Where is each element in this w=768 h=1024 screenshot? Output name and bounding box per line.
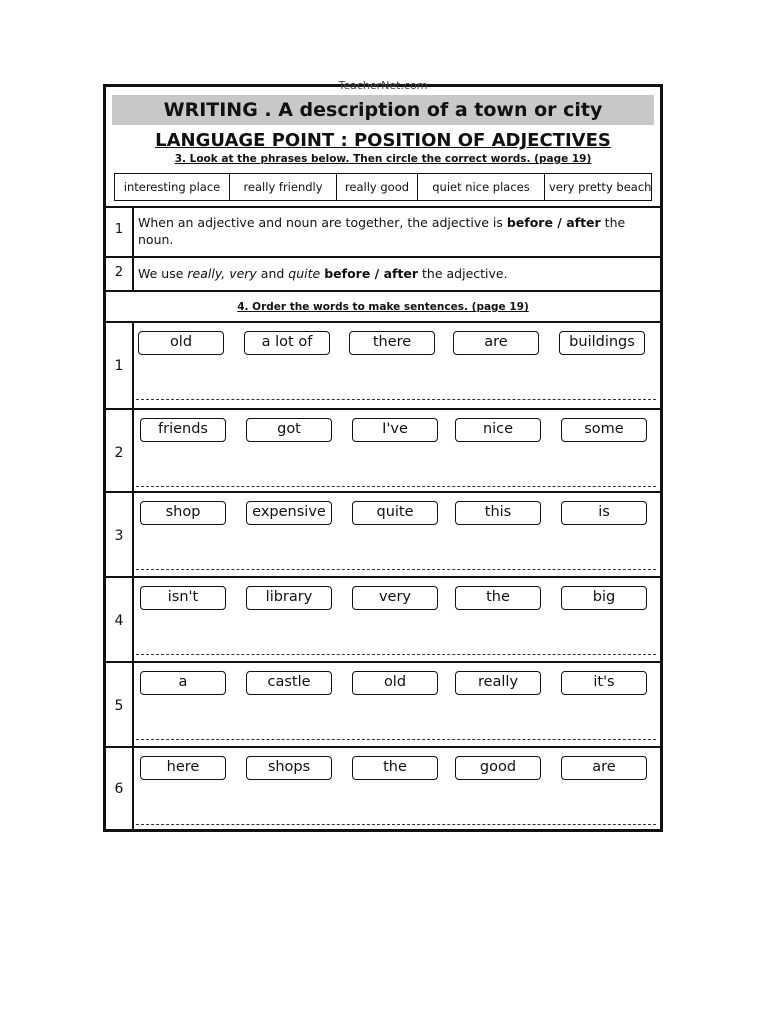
answer-line[interactable]	[136, 399, 656, 400]
question-number: 1	[114, 222, 124, 237]
phrase-item: really good	[337, 174, 418, 200]
row-number: 6	[114, 780, 124, 797]
word-card[interactable]: here	[140, 756, 226, 780]
divider	[132, 748, 134, 829]
word-card[interactable]: buildings	[559, 331, 645, 355]
choice-before-after[interactable]: before / after	[324, 266, 419, 281]
word-card[interactable]: the	[455, 586, 541, 610]
divider	[132, 663, 134, 748]
word-card[interactable]: quite	[352, 501, 438, 525]
word-card[interactable]: some	[561, 418, 647, 442]
answer-line[interactable]	[136, 824, 656, 825]
question-row	[106, 208, 660, 256]
order-row	[106, 493, 660, 578]
phrase-item: really friendly	[230, 174, 337, 200]
word-card[interactable]: very	[352, 586, 438, 610]
word-card[interactable]: there	[349, 331, 435, 355]
word-card[interactable]: really	[455, 671, 541, 695]
order-row	[106, 578, 660, 663]
divider	[132, 258, 134, 290]
word-card[interactable]: a	[140, 671, 226, 695]
word-card[interactable]: castle	[246, 671, 332, 695]
divider	[132, 208, 134, 256]
instruction-4: 4. Order the words to make sentences. (page 19)	[237, 301, 529, 313]
answer-line[interactable]	[136, 654, 656, 655]
row-number: 4	[114, 612, 124, 629]
word-card[interactable]: this	[455, 501, 541, 525]
word-card[interactable]: big	[561, 586, 647, 610]
word-card[interactable]: are	[561, 756, 647, 780]
divider	[106, 290, 660, 292]
answer-line[interactable]	[136, 739, 656, 740]
phrase-item: interesting place	[115, 174, 230, 200]
word-card[interactable]: isn't	[140, 586, 226, 610]
word-card[interactable]: good	[455, 756, 541, 780]
question-text: We use really, very and quite before / after the adjective.	[138, 266, 508, 281]
word-card[interactable]: library	[246, 586, 332, 610]
phrase-box	[114, 173, 652, 201]
word-card[interactable]: nice	[455, 418, 541, 442]
row-number: 5	[114, 697, 124, 714]
word-card[interactable]: got	[246, 418, 332, 442]
row-number: 1	[114, 357, 124, 374]
choice-before-after[interactable]: before / after	[506, 215, 601, 230]
language-point-title: LANGUAGE POINT : POSITION OF ADJECTIVES	[155, 130, 611, 151]
order-row	[106, 748, 660, 829]
phrase-item: quiet nice places	[418, 174, 545, 200]
word-card[interactable]: shop	[140, 501, 226, 525]
word-card[interactable]: the	[352, 756, 438, 780]
divider	[132, 578, 134, 663]
question-text: When an adjective and noun are together, the adjective is before / after the noun.	[138, 215, 626, 247]
word-card[interactable]: a lot of	[244, 331, 330, 355]
divider	[132, 323, 134, 408]
divider	[132, 493, 134, 578]
question-row	[106, 258, 660, 290]
answer-line[interactable]	[136, 569, 656, 570]
word-card[interactable]: it's	[561, 671, 647, 695]
word-card[interactable]: old	[138, 331, 224, 355]
order-row	[106, 323, 660, 408]
row-number: 2	[114, 444, 124, 461]
word-card[interactable]: I've	[352, 418, 438, 442]
worksheet	[103, 79, 663, 832]
word-card[interactable]: friends	[140, 418, 226, 442]
order-row	[106, 663, 660, 748]
source-watermark: TeacherNet.com	[338, 79, 428, 89]
word-card[interactable]: are	[453, 331, 539, 355]
word-card[interactable]: is	[561, 501, 647, 525]
question-number: 2	[114, 265, 124, 280]
worksheet-title: WRITING . A description of a town or city	[112, 95, 654, 125]
row-number: 3	[114, 527, 124, 544]
phrase-item: very pretty beach	[549, 180, 652, 194]
order-row	[106, 410, 660, 495]
answer-line[interactable]	[136, 486, 656, 487]
instruction-3: 3. Look at the phrases below. Then circle the correct words. (page 19)	[174, 153, 592, 165]
word-card[interactable]: expensive	[246, 501, 332, 525]
divider	[132, 410, 134, 495]
word-card[interactable]: shops	[246, 756, 332, 780]
word-card[interactable]: old	[352, 671, 438, 695]
